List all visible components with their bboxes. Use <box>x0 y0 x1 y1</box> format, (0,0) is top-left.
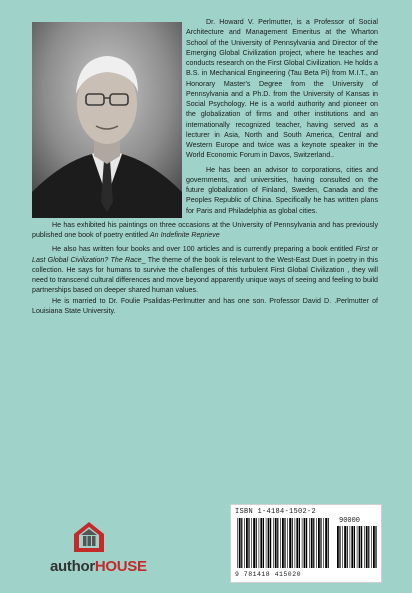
barcode-bar <box>368 526 369 568</box>
bio-paragraph-4-text-a: He also has written four books and over 100 articles and is currently preparing a book entitled <box>52 245 356 254</box>
barcode-bar <box>311 518 313 568</box>
ean13-bars <box>237 518 331 568</box>
bio-paragraph-1: Dr. Howard V. Perlmutter, is a Professor of Social Architecture and Management Emeritus at the Wharton School of the University of Pennsylvania and Director of the Emerging Global Civilization project, where he teaches and conducts research on the First Global Civilization. He holds a B.S. in Mechanical Engineering (Tau Beta Pi) from M.I.T., an Honorary Master's Degree from the University of Pennsylvania and a Ph.D. from the University of Kansas in Social Psychology. He is a world authority and pioneer on the globalization of firms and other institutions and an internationally recognized teacher, having served as a lecturer in Asia, North and South America, Central and Western Europe and twice was a keynote speaker in the World Economic Forum in Davos, Switzerland.. <box>186 18 378 160</box>
barcode-bar <box>270 518 271 568</box>
isbn-barcode <box>230 504 382 583</box>
barcode-bar <box>313 518 314 568</box>
barcode-bar <box>248 518 249 568</box>
barcode-bar <box>323 518 324 568</box>
barcode-bar <box>296 518 298 568</box>
barcode-digits: 9 781418 415020 <box>235 571 302 578</box>
photo-spacer <box>32 17 186 218</box>
barcode-bar <box>357 526 358 568</box>
barcode-bar <box>328 518 329 568</box>
barcode-bar <box>237 518 238 568</box>
bio-paragraph-5: He is married to Dr. Foulie Psalidas-Perlmutter and has one son. Professor David D. .Perlmutter of Louisiana State University. <box>32 296 378 315</box>
bio-paragraph-3-text: He has exhibited his paintings on three occasions at the University of Pennsylvania and has previously published one book of poetry entitled <box>32 220 378 239</box>
barcode-bar <box>239 518 241 568</box>
barcode-bar <box>241 518 242 568</box>
barcode-bar <box>354 526 355 568</box>
barcode-bar <box>350 526 351 568</box>
barcode-bar <box>337 526 339 568</box>
barcode-bar <box>361 526 362 568</box>
barcode-bar <box>266 518 267 568</box>
barcode-bar <box>268 518 270 568</box>
bio-paragraph-2: He has been an advisor to corporations, cities and governments, and universities, having consulted on the future globalization of Finland, Sweden, Canada and the Peoples Republic of China. Specifically he has written plans for Paris and Philadelphia as global cities. <box>186 165 378 215</box>
barcode-bar <box>316 518 317 568</box>
barcode-bar <box>289 518 291 568</box>
barcode-bar <box>320 518 321 568</box>
barcode-bar <box>351 526 353 568</box>
barcode-bar <box>259 518 260 568</box>
barcode-bar <box>292 518 293 568</box>
barcode-bar <box>359 526 361 568</box>
house-icon <box>72 520 106 554</box>
barcode-bar <box>246 518 248 568</box>
barcode-bar <box>344 526 346 568</box>
barcode-bar <box>260 518 262 568</box>
barcode-bar <box>251 518 252 568</box>
barcode-bar <box>256 518 257 568</box>
poetry-book-title: An Indefinite Reprieve <box>149 231 220 239</box>
barcode-bar <box>244 518 245 568</box>
price-code: 90000 <box>339 517 361 525</box>
isbn-text: ISBN 1-4184-1502-2 <box>235 508 317 516</box>
ean5-bars <box>337 526 377 568</box>
bio-paragraph-4-text-b: _ The theme of the book is relevant to the West-East Duet in poetry in this collection. He says for humans to survive the challenges of this turbulent First Global Civilization , they will need to transcend cultural differences and move beyond apparently unique ways of seeing and feeling to build partnerships based on deeper shared human values. <box>32 255 378 295</box>
barcode-bar <box>275 518 277 568</box>
barcode-bar <box>342 526 343 568</box>
bio-paragraph-3 <box>32 220 378 241</box>
publisher-logo <box>50 520 147 580</box>
barcode-bar <box>304 518 306 568</box>
barcode-bar <box>366 526 368 568</box>
barcode-bar <box>282 518 284 568</box>
author-bio <box>32 17 378 316</box>
barcode-bar <box>263 518 264 568</box>
barcode-bar <box>318 518 320 568</box>
bio-paragraph-4 <box>32 244 378 295</box>
barcode-bar <box>306 518 307 568</box>
barcode-bar <box>325 518 327 568</box>
barcode-bar <box>375 526 376 568</box>
barcode-bar <box>373 526 375 568</box>
barcode-bar <box>273 518 274 568</box>
barcode-bar <box>280 518 281 568</box>
barcode-bar <box>347 526 348 568</box>
barcode-bar <box>339 526 340 568</box>
barcode-bar <box>299 518 300 568</box>
barcode-bar <box>295 518 296 568</box>
barcode-bar <box>284 518 285 568</box>
book-title: First or Last Global Civilization? The Race <box>32 245 378 264</box>
barcode-bar <box>287 518 288 568</box>
barcode-bar <box>364 526 365 568</box>
barcode-bar <box>302 518 303 568</box>
barcode-bar <box>309 518 310 568</box>
barcode-bar <box>277 518 278 568</box>
publisher-name: authorHOUSE <box>50 558 147 575</box>
barcode-bar <box>253 518 255 568</box>
barcode-bar <box>371 526 372 568</box>
